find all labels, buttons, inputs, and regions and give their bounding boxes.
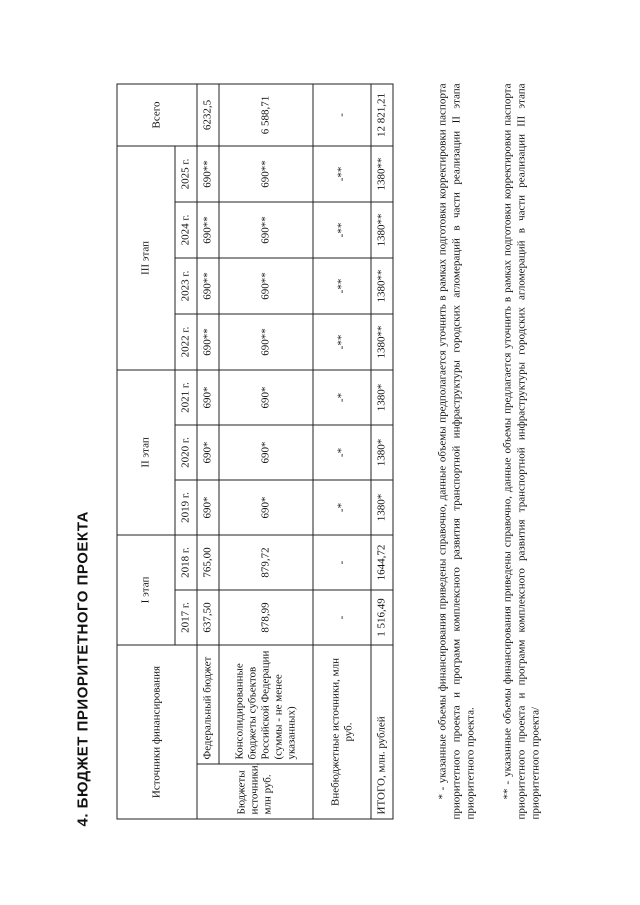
stage2-header: II этап [117,370,175,535]
footnote-mark: * [436,794,449,800]
year-cell: 2019 г. [175,480,197,535]
value-cell: 690** [219,146,313,202]
value-cell: 1 516,49 [371,590,393,645]
year-cell: 2024 г. [175,202,197,258]
footnote-text: - указанные объемы финансирования приведены справочно, данные объемы предлагается уточнить в рамках подготовки корректировки паспорта приоритетного проекта и программ комплексного развития транспортной инфраструктуры городских агломераций в части реализации III этапа приоритетного проекта/ [501,83,542,820]
table-row-total [371,84,393,819]
stage1-header: I этап [117,535,175,645]
value-cell: 690** [219,258,313,314]
footnote-mark: ** [501,788,514,800]
year-cell: 2022 г. [175,314,197,370]
year-cell: 2021 г. [175,370,197,425]
footnote-single-star [436,84,478,820]
value-cell: - [313,535,371,590]
value-cell: -** [313,146,371,202]
value-cell: 1380** [371,202,393,258]
value-cell: 690* [219,370,313,425]
rotated-document-page [23,32,618,874]
value-cell: 1380* [371,370,393,425]
value-cell: -** [313,314,371,370]
row-label: ИТОГО, млн. рублей [371,645,393,819]
value-cell: 1644,72 [371,535,393,590]
year-cell: 2018 г. [175,535,197,590]
table-row [313,84,371,819]
value-cell: 1380* [371,425,393,480]
value-cell: 690** [219,314,313,370]
stage3-header: III этап [117,146,175,370]
total-cell: 6232,5 [197,84,219,146]
value-cell: 690* [219,480,313,535]
row-label: Консолидированные бюджеты субъектов Российской Федерации (суммы - не менее указанных) [219,645,313,764]
total-cell: - [313,84,371,146]
value-cell: 878,99 [219,590,313,645]
value-cell: 690** [197,258,219,314]
table-header-row [117,84,175,819]
row-label: Федеральный бюджет [197,645,219,764]
value-cell: 690** [197,202,219,258]
budget-table [117,83,394,819]
total-cell: 6 588,71 [219,84,313,146]
value-cell: -* [313,480,371,535]
year-cell: 2017 г. [175,590,197,645]
total-cell: 12 821,21 [371,84,393,146]
value-cell: 765,00 [197,535,219,590]
value-cell: 1380** [371,314,393,370]
footnote-text: - указанные объемы финансирования приведены справочно, данные объемы предполагается уточнить в рамках подготовки корректировки паспорта приоритетного проекта и программ комплексного развития транспортной инфраструктуры городских агломераций в части реализации II этапа приоритетного проекта. [436,83,477,820]
table-row [219,84,313,819]
value-cell: 690** [219,202,313,258]
value-cell: -** [313,202,371,258]
value-cell: 879,72 [219,535,313,590]
value-cell: 690** [197,314,219,370]
value-cell: 690* [197,370,219,425]
table-row [197,84,219,819]
value-cell: 690* [219,425,313,480]
value-cell: -* [313,370,371,425]
value-cell: -* [313,425,371,480]
value-cell: 690** [197,146,219,202]
year-cell: 2023 г. [175,258,197,314]
value-cell: 637,50 [197,590,219,645]
year-cell: 2020 г. [175,425,197,480]
footnote-double-star [501,84,543,820]
budgets-group-label: Бюджеты источники, млн руб. [197,764,313,819]
sources-header: Источники финансирования [117,645,197,819]
value-cell: 1380* [371,480,393,535]
value-cell: 1380** [371,258,393,314]
value-cell: - [313,590,371,645]
value-cell: 690* [197,480,219,535]
year-cell: 2025 г. [175,146,197,202]
section-heading: 4. БЮДЖЕТ ПРИОРИТЕТНОГО ПРОЕКТА [74,511,92,827]
value-cell: -** [313,258,371,314]
value-cell: 690* [197,425,219,480]
value-cell: 1380** [371,146,393,202]
total-header: Всего [117,84,197,146]
row-label: Внебюджетные источники, млн руб. [313,645,371,819]
